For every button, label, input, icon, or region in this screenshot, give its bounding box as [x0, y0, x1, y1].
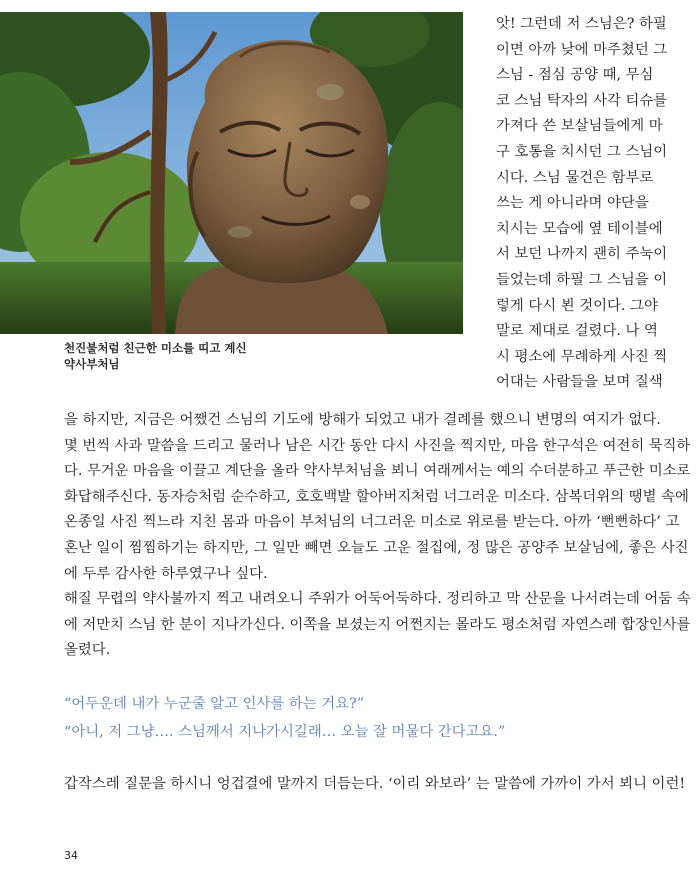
closing-line: 갑작스레 질문을 하시니 엉겁결에 말까지 더듬는다. ‘이리 와보라’ 는 말씀에 가까이 가서 뵈니 이런! — [64, 776, 686, 792]
text-line: 이면 아까 낮에 마주쳤던 그 — [496, 41, 668, 58]
text-line: 시 평소에 무례하게 사진 찍 — [496, 348, 668, 365]
text-line: 에 두루 감사한 하루였구나 싶다. — [64, 565, 268, 582]
text-line: 을 하지만, 지금은 어쨌건 스님의 기도에 방해가 되었고 내가 결례를 했으니 변명의 여지가 없다. — [64, 412, 661, 428]
text-line: 다. 무거운 마음을 이끌고 계단을 올라 약사부처님을 뵈니 여래께서는 예의 수더분하고 푸근한 미소로 — [64, 463, 691, 480]
caption-line: 약사부처님 — [64, 357, 120, 371]
page-number: 34 — [64, 849, 78, 862]
text-line: 몇 번씩 사과 말씀을 드리고 물러나 남은 시간 동안 다시 사진을 찍지만, 마음 한구석은 여전히 묵직하 — [64, 437, 691, 454]
photo-caption — [64, 340, 364, 372]
dialogue-line: “아니, 저 그냥…. 스님께서 지나가시길래… 오늘 잘 머물다 간다고요.” — [64, 724, 506, 740]
text-line: 치시는 모습에 옆 테이블에 — [496, 220, 663, 237]
text-line: 쓰는 게 아니라며 야단을 — [496, 195, 649, 212]
text-line: 화답해주신다. 동자승처럼 순수하고, 호호백발 할아버지처럼 너그러운 미소다. 삼복더위의 땡볕 속에 — [64, 488, 689, 505]
text-line: 온종일 사진 찍느라 지친 몸과 마음이 부처님의 너그러운 미소로 위로를 받는다. 아까 ‘뻔뻔하다’ 고 — [64, 514, 680, 531]
buddha-statue-photo — [0, 12, 463, 334]
text-line: 혼난 일이 찜찜하기는 하지만, 그 일만 빼면 오늘도 고운 절집에, 정 많은 공양주 보살님에, 좋은 사진 — [64, 539, 689, 556]
text-line: 들었는데 하필 그 스님을 이 — [496, 271, 668, 288]
caption-line: 천진불처럼 친근한 미소를 띠고 계신 — [64, 341, 247, 355]
text-line: 서 보던 나까지 괜히 주눅이 — [496, 246, 668, 263]
text-line: 올렸다. — [64, 642, 111, 659]
side-column-paragraph — [496, 12, 690, 396]
body-paragraph — [64, 408, 690, 664]
text-line: 가져다 쓴 보살님들에게 마 — [496, 118, 663, 135]
text-line: 말로 제대로 걸렸다. 나 역 — [496, 323, 658, 340]
text-line: 해질 무렵의 약사불까지 찍고 내려오니 주위가 어둑어둑하다. 정리하고 막 산문을 나서려는데 어둠 속 — [64, 591, 691, 608]
text-line: 구 호통을 치시던 그 스님이 — [496, 143, 668, 160]
dialogue-quotes — [64, 690, 690, 746]
stone-buddha-image — [0, 12, 463, 334]
text-line: 시다. 스님 물건은 함부로 — [496, 169, 654, 186]
text-line: 코 스님 탁자의 사각 티슈를 — [496, 92, 668, 109]
text-line: 앗! 그런데 저 스님은? 하필 — [496, 16, 667, 32]
text-line: 에 저만치 스님 한 분이 지나가신다. 이쪽을 보셨는지 어쩐지는 몰라도 평소처럼 자연스레 합장인사를 — [64, 616, 691, 633]
dialogue-line: “어두운데 내가 누군줄 알고 인사를 하는 거요?” — [64, 696, 365, 712]
text-line: 스님 - 점심 공양 때, 무심 — [496, 67, 654, 84]
text-line: 어대는 사람들을 보며 질색 — [496, 374, 663, 391]
text-line: 렇게 다시 뵌 것이다. 그야 — [496, 297, 658, 314]
